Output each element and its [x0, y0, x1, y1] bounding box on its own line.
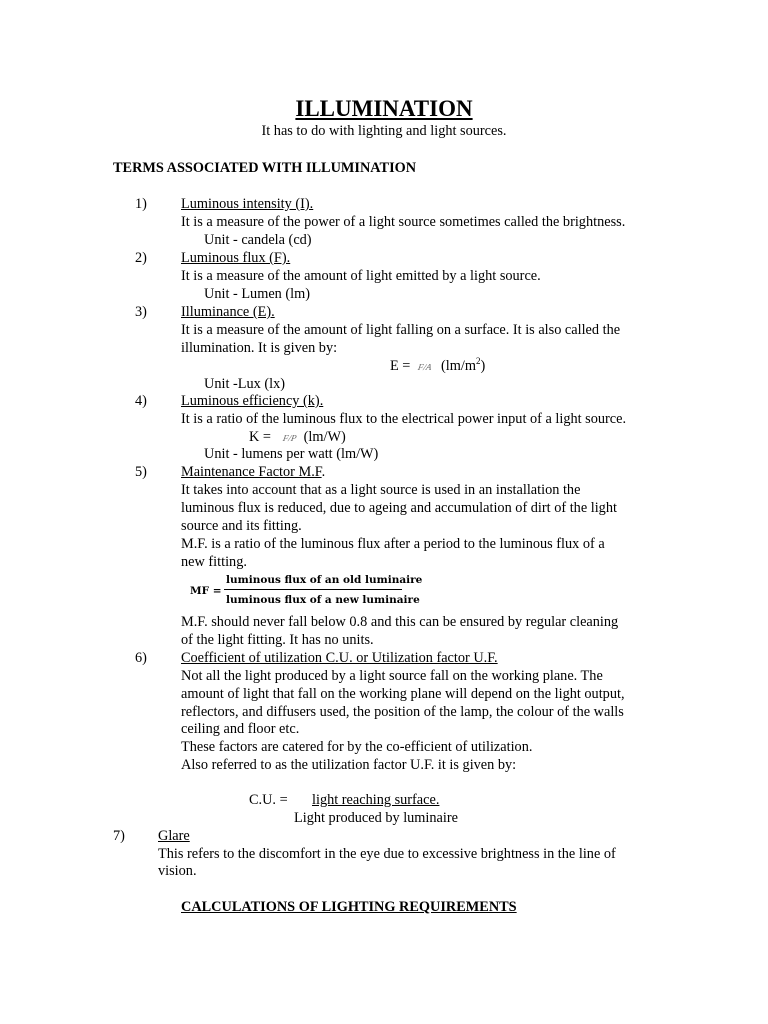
- mf-formula-denominator: luminous flux of a new luminaire: [226, 594, 420, 606]
- item-6-line: amount of light that fall on the working plane will depend on the light output,: [181, 686, 625, 702]
- item-5-heading: Maintenance Factor M.F: [181, 464, 322, 480]
- item-7-line: vision.: [158, 863, 197, 879]
- cu-formula-lhs: C.U. =: [249, 792, 288, 808]
- item-5-line-after: M.F. should never fall below 0.8 and this can be ensured by regular cleaning: [181, 614, 619, 630]
- item-5-line: new fitting.: [181, 554, 247, 570]
- item-4-number: 4): [135, 393, 147, 409]
- item-5-number: 5): [135, 464, 147, 480]
- item-4-line: It is a ratio of the luminous flux to the electrical power input of a light source.: [181, 411, 627, 427]
- cu-formula-numerator: light reaching surface.: [312, 792, 440, 808]
- item-6-line: Not all the light produced by a light source fall on the working plane. The: [181, 668, 603, 684]
- item-5-line: It takes into account that as a light source is used in an installation the: [181, 482, 581, 498]
- item-6-line: These factors are catered for by the co-efficient of utilization.: [181, 739, 533, 755]
- item-2-unit: Unit - Lumen (lm): [204, 286, 311, 302]
- illuminance-formula: [390, 357, 485, 376]
- mf-formula-numerator: luminous flux of an old luminaire: [226, 574, 423, 586]
- formula-fraction: F/P: [281, 433, 297, 443]
- item-2-number: 2): [135, 250, 147, 266]
- section-heading: TERMS ASSOCIATED WITH ILLUMINATION: [113, 160, 417, 176]
- item-7-line: This refers to the discomfort in the eye due to excessive brightness in the line of: [158, 846, 616, 862]
- item-1-line: It is a measure of the power of a light source sometimes called the brightness.: [181, 214, 626, 230]
- item-5-line: M.F. is a ratio of the luminous flux after a period to the luminous flux of a: [181, 536, 605, 552]
- page-title: ILLUMINATION: [295, 96, 473, 121]
- item-5-line: luminous flux is reduced, due to ageing and accumulation of dirt of the light: [181, 500, 617, 516]
- mf-formula-lhs: MF =: [190, 585, 222, 597]
- formula-unit: (lm/m: [441, 358, 476, 374]
- formula-superscript: 2: [475, 356, 481, 367]
- item-3-line: It is a measure of the amount of light falling on a surface. It is also called the: [181, 322, 621, 338]
- item-5-heading-wrap: [181, 463, 325, 481]
- item-3-unit: Unit -Lux (lx): [204, 376, 285, 392]
- item-6-line: Also referred to as the utilization factor U.F. it is given by:: [181, 757, 517, 773]
- item-6-number: 6): [135, 650, 147, 666]
- item-3-heading: Illuminance (E).: [181, 304, 275, 320]
- item-6-line: reflectors, and diffusers used, the position of the lamp, the colour of the walls: [181, 704, 624, 720]
- formula-fraction: F/A: [417, 362, 433, 372]
- item-5-heading-suffix: .: [321, 464, 326, 480]
- item-3-number: 3): [135, 304, 147, 320]
- formula-unit: (lm/W): [303, 429, 346, 445]
- item-6-line: ceiling and floor etc.: [181, 721, 300, 737]
- formula-close: ): [480, 358, 486, 374]
- item-5-line-after: of the light fitting. It has no units.: [181, 632, 374, 648]
- page-subtitle: It has to do with lighting and light sources.: [261, 123, 507, 139]
- item-3-line: illumination. It is given by:: [181, 340, 338, 356]
- item-1-unit: Unit - candela (cd): [204, 232, 312, 248]
- item-1-heading: Luminous intensity (I).: [181, 196, 314, 212]
- item-6-heading: Coefficient of utilization C.U. or Utilization factor U.F.: [181, 650, 498, 666]
- formula-lhs: E =: [390, 358, 411, 374]
- item-1-number: 1): [135, 196, 147, 212]
- item-5-line: source and its fitting.: [181, 518, 302, 534]
- calculations-heading: CALCULATIONS OF LIGHTING REQUIREMENTS: [181, 899, 517, 915]
- item-4-heading: Luminous efficiency (k).: [181, 393, 324, 409]
- formula-lhs: K =: [249, 429, 271, 445]
- cu-formula-denominator: Light produced by luminaire: [294, 810, 458, 826]
- mf-fraction-bar: [224, 589, 402, 590]
- item-7-number: 7): [113, 828, 125, 844]
- item-4-unit: Unit - lumens per watt (lm/W): [204, 446, 379, 462]
- item-7-heading: Glare: [158, 828, 190, 844]
- item-2-line: It is a measure of the amount of light emitted by a light source.: [181, 268, 541, 284]
- item-2-heading: Luminous flux (F).: [181, 250, 291, 266]
